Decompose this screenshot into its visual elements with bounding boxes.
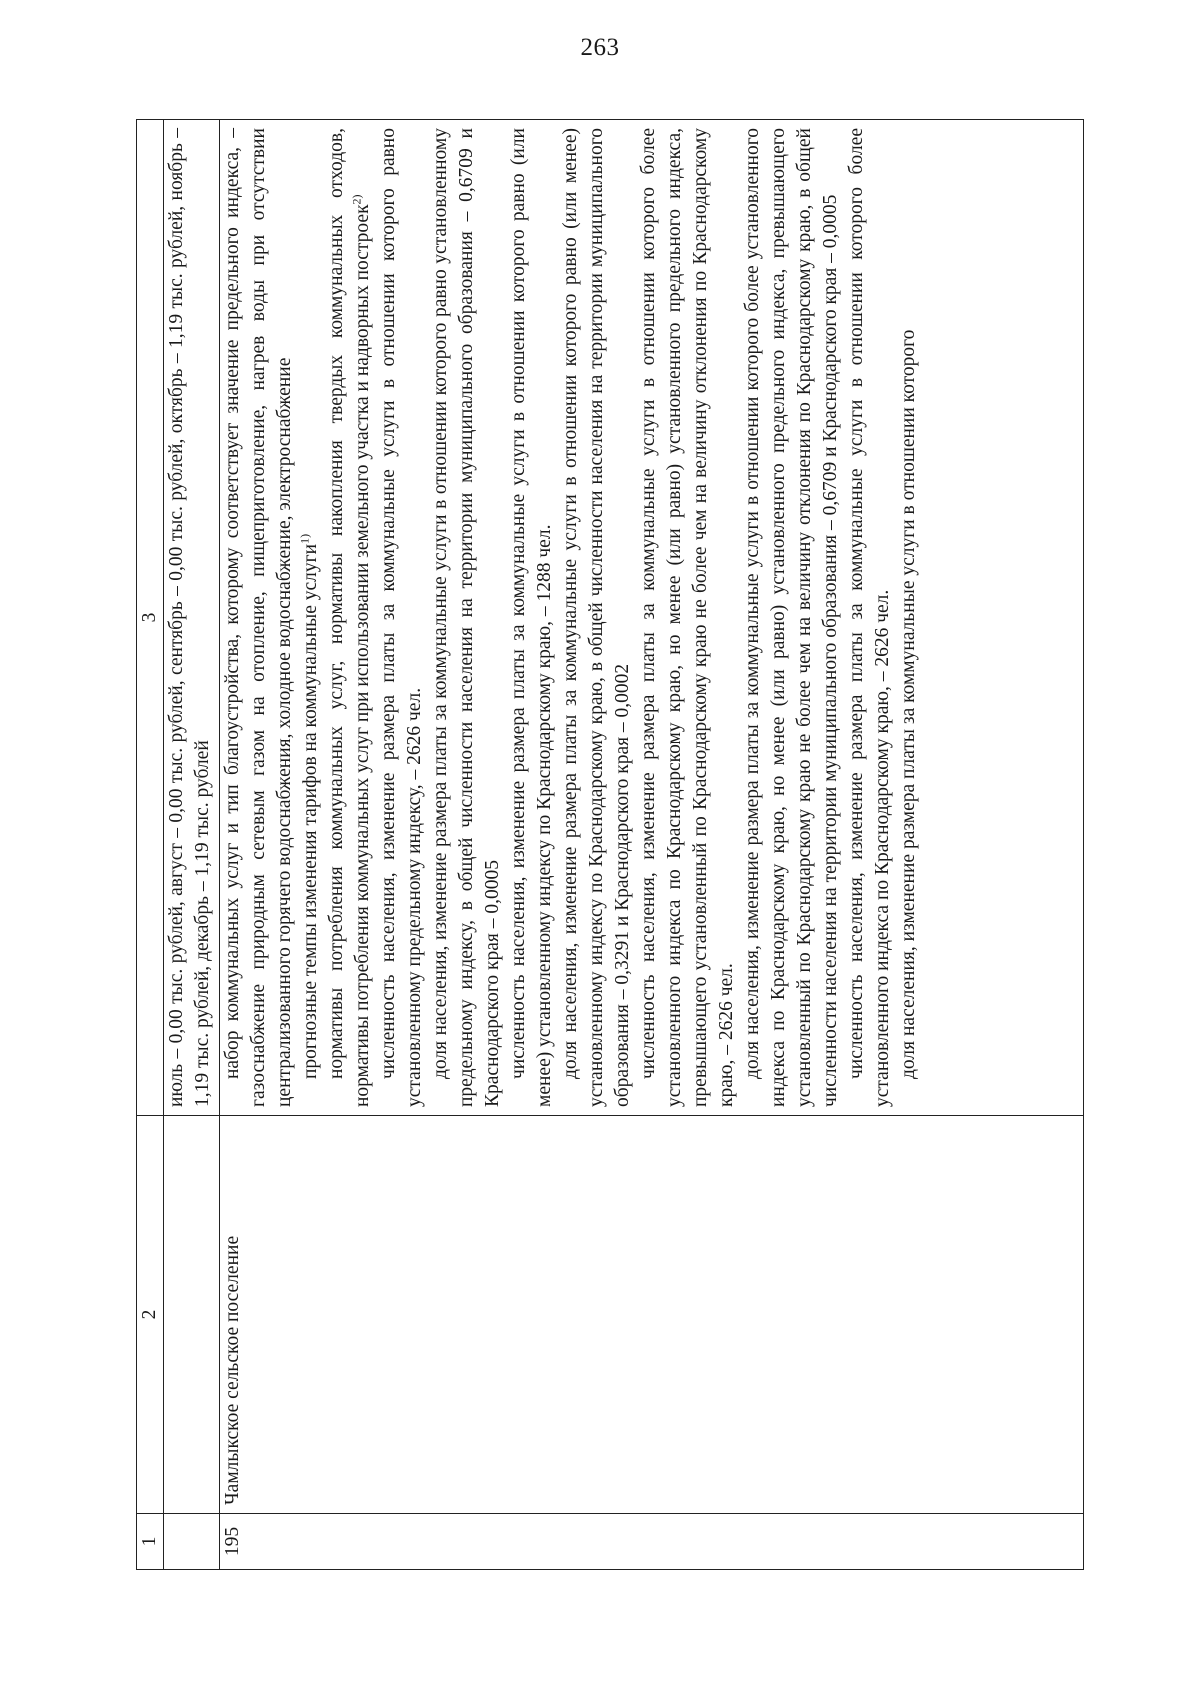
table-header-row bbox=[137, 120, 164, 1570]
page-number: 263 bbox=[580, 34, 620, 61]
footnote-mark-2: 2) bbox=[349, 194, 364, 205]
row-details bbox=[220, 120, 1084, 1116]
header-col-2: 2 bbox=[137, 1116, 164, 1514]
paragraph-norms: нормативы потребления коммунальных услуг, нормативы накопления твердых коммунальных отходов, нормативы потребления коммунальных услуг при использовании земельного участка и надворных построек$^{2)}$ bbox=[326, 128, 373, 1107]
paragraph-population-1: численность населения, изменение размера платы за коммунальные услуги в отношении которого равно установленному предельному индексу, – 2626 чел. bbox=[378, 128, 425, 1107]
rotated-table-wrapper bbox=[136, 120, 1084, 1570]
continuation-text: июль – 0,00 тыс. рублей, август – 0,00 тыс. рублей, сентябрь – 0,00 тыс. рублей, октябрь – 1,19 тыс. рублей, ноябрь – 1,19 тыс. рублей, декабрь – 1,19 тыс. рублей bbox=[166, 128, 213, 1107]
paragraph-population-2: численность населения, изменение размера платы за коммунальные услуги в отношении которого равно (или менее) установленному индексу по Краснодарскому краю, – 1288 чел. bbox=[508, 128, 555, 1107]
paragraph-population-4: численность населения, изменение размера платы за коммунальные услуги в отношении которого более установленного индекса по Краснодарскому краю, – 2626 чел. bbox=[846, 128, 893, 1107]
table-row bbox=[220, 120, 1084, 1570]
continuation-cell-1 bbox=[164, 1514, 220, 1570]
header-col-3: 3 bbox=[137, 120, 164, 1116]
continuation-cell-3 bbox=[164, 120, 220, 1116]
continuation-row bbox=[164, 120, 220, 1570]
paragraph-utilities-set: набор коммунальных услуг и тип благоустройства, которому соответствует значение предельного индекса, – газоснабжение природным сетевым газом на отопление, пищеприготовление, нагрев воды при отсутствии централизованного горячего водоснабжения, холодное водоснабжение, электроснабжение bbox=[222, 128, 295, 1107]
paragraph-share-2: доля населения, изменение размера платы за коммунальные услуги в отношении которого равно (или менее) установленному индексу по Краснодарскому краю, в общей численности населения на территории муниципального образования – 0,3291 и Краснодарского края – 0,0002 bbox=[560, 128, 633, 1107]
continuation-cell-2 bbox=[164, 1116, 220, 1514]
settlement-name: Чамлыкское сельское поселение bbox=[220, 1116, 1084, 1514]
paragraph-share-1: доля населения, изменение размера платы за коммунальные услуги в отношении которого равно установленному предельному индексу, в общей численности населения на территории муниципального образования – 0,6709 и Краснодарского края – 0,0005 bbox=[430, 128, 503, 1107]
paragraph-population-3: численность населения, изменение размера платы за коммунальные услуги в отношении которого более установленного индекса по Краснодарскому краю, но менее (или равно) установленного предельного индекса, превышающего установленный по Краснодарскому краю не более чем на величину отклонения по Краснодарскому краю, – 2626 чел. bbox=[638, 128, 737, 1107]
paragraph-share-3: доля населения, изменение размера платы за коммунальные услуги в отношении которого более установленного индекса по Краснодарскому краю, но менее (или равно) установленного предельного индекса, превышающего установленный по Краснодарскому краю не более чем на величину отклонения по Краснодарскому краю, в общей численности населения на территории муниципального образования – 0,6709 и Краснодарского края – 0,0005 bbox=[742, 128, 841, 1107]
paragraph-tariff-rates: прогнозные темпы изменения тарифов на коммунальные услуги$^{1)}$ bbox=[297, 533, 321, 1079]
data-table bbox=[136, 119, 1084, 1570]
header-col-1: 1 bbox=[137, 1514, 164, 1570]
paragraph-share-4: доля населения, изменение размера платы за коммунальные услуги в отношении которого bbox=[898, 329, 919, 1079]
footnote-mark-1: 1) bbox=[297, 533, 312, 544]
row-number: 195 bbox=[220, 1514, 1084, 1570]
